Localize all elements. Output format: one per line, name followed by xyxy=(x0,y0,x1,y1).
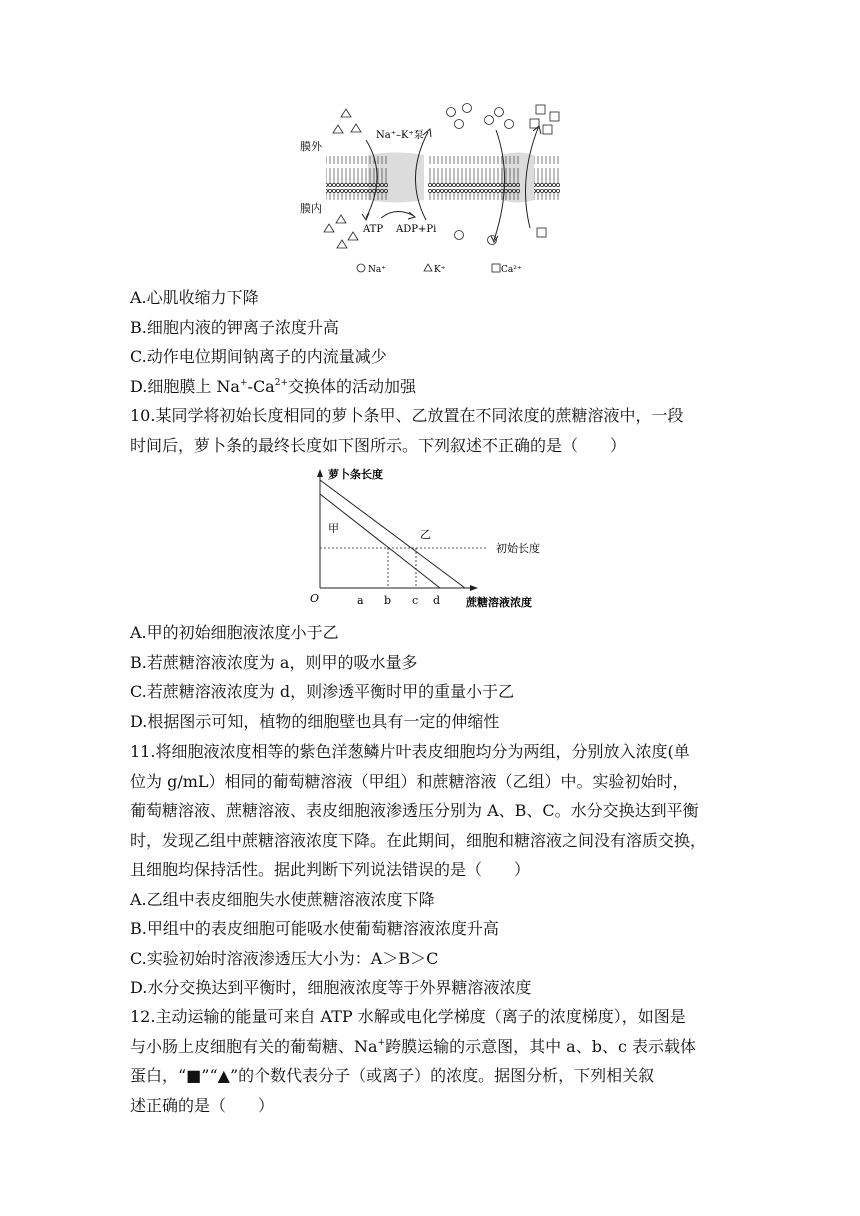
q11-option-c: C.实验初始时溶液渗透压大小为：A＞B＞C xyxy=(130,948,439,968)
q10-options xyxy=(130,618,730,736)
q12-stem-line2: 与小肠上皮细胞有关的葡萄糖、Na+跨膜运输的示意图，其中 a、b、c 表示载体 xyxy=(130,1036,697,1056)
membrane-segment-2 xyxy=(428,156,520,200)
adp-label: ADP+Pi xyxy=(396,224,437,235)
x-tick-b: b xyxy=(384,594,392,607)
q9-option-d: D.细胞膜上 $Na^+-Ca^{2+}$交换体的活动加强 xyxy=(130,377,417,396)
q10-stem-line1: 10.某同学将初始长度相同的萝卜条甲、乙放置在不同浓度的蔗糖溶液中，一段 xyxy=(130,406,684,425)
origin-label: O xyxy=(310,592,320,605)
q10-option-d: D.根据图示可知，植物的细胞壁也具有一定的伸缩性 xyxy=(130,711,500,731)
inside-label: 膜内 xyxy=(300,202,322,215)
legend-ca-icon xyxy=(492,264,500,272)
membrane-segment-1 xyxy=(326,156,388,200)
q11-option-b: B.甲组中的表皮细胞可能吸水使葡萄糖溶液浓度升高 xyxy=(130,919,499,938)
pump-label: Na⁺–K⁺泵 xyxy=(376,130,424,141)
q11-stem-line1: 11.将细胞液浓度相等的紫色洋葱鳞片叶表皮细胞均分为两组，分别放入浓度(单 xyxy=(130,742,690,761)
legend-k: K⁺ xyxy=(434,265,446,275)
x-tick-d: d xyxy=(433,594,441,607)
q11-option-d: D.水分交换达到平衡时，细胞液浓度等于外界糖溶液浓度 xyxy=(130,978,532,997)
q9-option-a: A.心肌收缩力下降 xyxy=(130,288,259,307)
q12-stem-line3: 蛋白，“■”“▲”的个数代表分子（或离子）的浓度。据图分析，下列相关叙 xyxy=(130,1066,655,1085)
q11-option-a: A.乙组中表皮细胞失水使蔗糖溶液浓度下降 xyxy=(130,889,435,909)
q12-stem-line4: 述正确的是（ ） xyxy=(130,1095,275,1115)
q11 xyxy=(130,737,730,1003)
x-axis-label: 蔗糖溶液浓度 xyxy=(466,596,532,609)
series-yi-label: 乙 xyxy=(420,528,431,541)
q10-option-b: B.若蔗糖溶液浓度为 a，则甲的吸水量多 xyxy=(130,652,418,672)
atp-label: ATP xyxy=(363,224,384,235)
q9-option-c: C.动作电位期间钠离子的内流量减少 xyxy=(130,347,387,366)
q10-stem-line2: 时间后，萝卜条的最终长度如下图所示。下列叙述不正确的是（ ） xyxy=(130,436,627,455)
x-tick-a: a xyxy=(357,594,364,607)
series-jia-line xyxy=(320,494,440,588)
initial-length-label: 初始长度 xyxy=(496,542,540,555)
q12 xyxy=(130,1002,730,1120)
legend-k-icon xyxy=(424,264,432,271)
q9-option-b: B.细胞内液的钾离子浓度升高 xyxy=(130,318,339,337)
y-axis-label: 萝卜条长度 xyxy=(328,468,383,481)
q12-stem-line1: 12.主动运输的能量可来自 ATP 水解或电化学梯度（离子的浓度梯度），如图是 xyxy=(130,1007,686,1026)
series-yi-line xyxy=(320,480,465,588)
legend-na: Na⁺ xyxy=(368,265,386,275)
q11-stem-line5: 且细胞均保持活性。据此判断下列说法错误的是（ ） xyxy=(130,860,531,879)
legend-na-icon xyxy=(357,264,365,272)
q11-stem-line3: 葡萄糖溶液、蔗糖溶液、表皮细胞液渗透压分别为 A、B、C。水分交换达到平衡 xyxy=(130,801,699,820)
x-tick-c: c xyxy=(412,594,419,607)
outside-label: 膜外 xyxy=(300,140,322,153)
q10-option-c: C.若蔗糖溶液浓度为 d，则渗透平衡时甲的重量小于乙 xyxy=(130,682,515,701)
q11-stem-line2: 位为 g/mL）相同的葡萄糖溶液（甲组）和蔗糖溶液（乙组）中。实验初始时， xyxy=(130,771,689,791)
radish-length-chart xyxy=(300,466,560,614)
q10-option-a: A.甲的初始细胞液浓度小于乙 xyxy=(130,623,339,642)
q11-stem-line4: 时，发现乙组中蔗糖溶液浓度下降。在此期间，细胞和糖溶液之间没有溶质交换， xyxy=(130,830,707,850)
series-jia-label: 甲 xyxy=(328,522,339,535)
membrane-segment-3 xyxy=(534,156,560,200)
legend-ca: Ca²⁺ xyxy=(501,265,522,275)
membrane-transport-diagram xyxy=(296,100,566,280)
